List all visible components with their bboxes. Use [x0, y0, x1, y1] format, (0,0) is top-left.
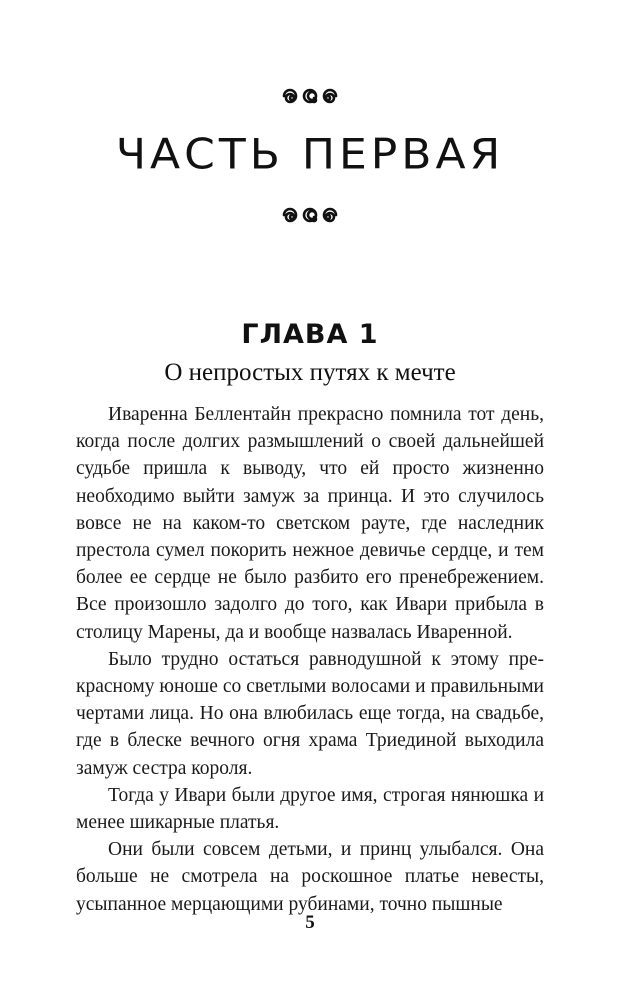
paragraph: Иваренна Беллентайн прекрасно помнила тот день, когда после долгих размышлений о своей дальнейшей судьбе пришла к выводу, что ей просто жизненно необходимо выйти замуж за принца. И это случилось вовсе не на каком-то светском рауте, где наследник престола сумел покорить нежное девичье сердце, и тем более ее сердце не было разбито его пренебрежением. Все произошло задолго до того, как Ивари прибыла в столицу Марены, да и вообще назвалась Иваренной.	[76, 404, 544, 643]
paragraph: Было трудно остаться равнодушной к этому прекрасному юноше со светлыми волосами и правильными чертами лица. Но она влюбилась еще тогда, на свадьбе, где в блеске вечного огня храма Триединой выходила замуж сестра короля.	[76, 648, 544, 779]
chapter-subtitle: О непростых путях к мечте	[164, 359, 456, 386]
chapter-body	[76, 401, 544, 918]
part-title: ЧАСТЬ ПЕРВАЯ	[115, 130, 505, 179]
swirl-ornament-icon	[278, 203, 342, 227]
chapter-title: ГЛАВА 1	[241, 319, 379, 350]
paragraph: Они были совсем детьми, и принц улыбался. Она больше не смотрела на роскошное платье невесты, усыпанное мерцающими рубинами, точно пышные	[76, 839, 544, 915]
paragraph: Тогда у Ивари были другое имя, строгая нянюшка и менее шикарные платья.	[76, 784, 544, 834]
page-number: 5	[305, 912, 315, 933]
swirl-ornament-icon	[278, 84, 342, 108]
